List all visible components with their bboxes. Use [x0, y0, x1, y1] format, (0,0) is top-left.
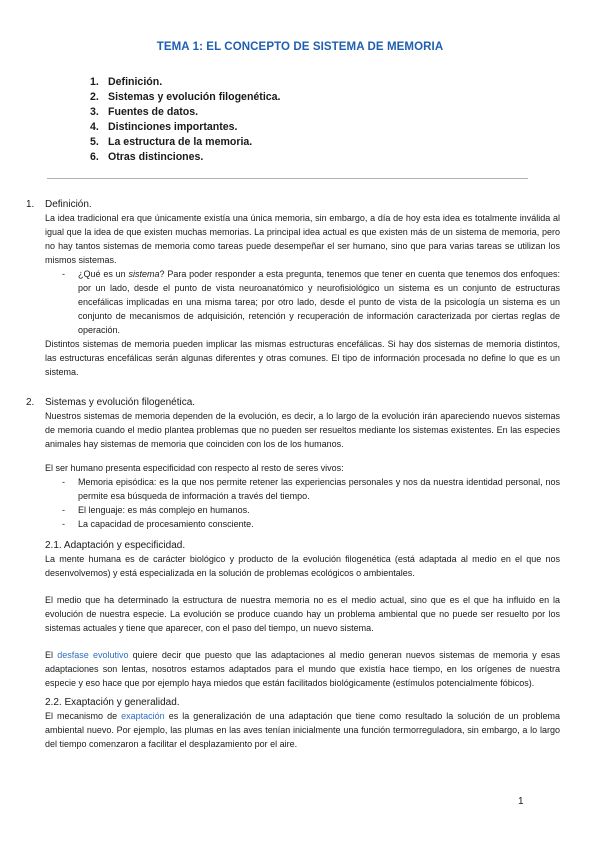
toc-item: 1. Definición. — [90, 76, 163, 88]
horizontal-divider — [47, 178, 528, 179]
paragraph: Nuestros sistemas de memoria dependen de la evolución, es decir, a lo largo de la evolución irán apareciendo nuevos sistemas de memoria cuando el medio plantea problemas que no pueden ser resueltos mediante los sistemas existentes. En las especies animales hay sistemas de memoria que coinciden con los de los humanos. — [45, 411, 560, 449]
term-highlight: desfase evolutivo — [57, 650, 129, 660]
list-item: - El lenguaje: es más complejo en humanos. — [62, 505, 250, 515]
toc-item: 4. Distinciones importantes. — [90, 121, 238, 133]
paragraph: Distintos sistemas de memoria pueden implicar las mismas estructuras encefálicas. Si hay dos sistemas de memoria distintos, las estructuras encefálicas serán algunas diferentes y otras comunes. El tipo de información procesada no define lo que es un sistema. — [45, 339, 560, 377]
paragraph: La idea tradicional era que únicamente existía una única memoria, sin embargo, a día de hoy esta idea es totalmente inválida al igual que la idea de que existen muchas memorias. La principal idea actual es que existen más de un sistema de memoria, pero no hay tantos sistemas de memoria como tareas puede desempeñar el ser humano, sino que para varias tareas se utilizan los mismos sistemas. — [45, 213, 560, 265]
paragraph: El desfase evolutivo quiere decir que puesto que las adaptaciones al medio generan nuevos sistemas de memoria y esas adaptaciones son lentas, nosotros estamos adaptados para el mundo que existía hace tiempo, en los orígenes de nuestra especie y eso hace que por ejemplo haya miedos que están facilitados biológicamente (estímulos potencialmente fóbicos). — [45, 650, 560, 688]
term-highlight: exaptación — [121, 711, 165, 721]
document-body — [26, 198, 560, 751]
section-heading-1: 1. Definición. — [26, 199, 92, 210]
bullet-list — [45, 267, 560, 337]
list-item: - ¿Qué es un sistema? Para poder responder a esta pregunta, tenemos que tener en cuenta que tenemos dos enfoques: por un lado, desde el punto de vista neuroanatómico y neurofisiológico un sistema es un conjunto de estructuras encefálicas implicadas en una misma tarea; por otro lado, desde el punto de vista de la psicología un sistema es un conjunto de mecanismos de adquisición, retención y recuperación de información caracterizada por ciertas reglas de operación. — [62, 269, 561, 335]
subsection-heading: 2.1. Adaptación y especificidad. — [45, 540, 186, 551]
section-heading-2: 2. Sistemas y evolución filogenética. — [26, 397, 196, 408]
paragraph: La mente humana es de carácter biológico y producto de la evolución filogenética (está adaptada al medio en el que nos desenvolvemos) y está especializada en la solución de problemas ecológicos o ambientales. — [45, 554, 560, 578]
paragraph: El medio que ha determinado la estructura de nuestra memoria no es el medio actual, sino que es el que ha influido en la evolución de nuestra especie. La evolución se produce cuando hay un problema ambiental que no puede ser resuelto por los sistemas actuales y tiene que aparecer, con el paso del tiempo, un nuevo sistema. — [45, 595, 560, 633]
list-item: - La capacidad de procesamiento consciente. — [62, 519, 254, 529]
document-title: TEMA 1: EL CONCEPTO DE SISTEMA DE MEMORIA — [156, 41, 444, 53]
list-item: - Memoria episódica: es la que nos permite retener las experiencias personales y nos da nuestra identidad personal, nos permite esa búsqueda de información a través del tiempo. — [62, 477, 560, 501]
page-number: 1 — [518, 796, 524, 807]
toc-item: 2. Sistemas y evolución filogenética. — [90, 91, 281, 103]
toc-item: 6. Otras distinciones. — [90, 151, 204, 163]
toc-item: 5. La estructura de la memoria. — [90, 136, 253, 148]
toc-item: 3. Fuentes de datos. — [90, 106, 199, 118]
paragraph: El ser humano presenta especificidad con respecto al resto de seres vivos: — [45, 463, 344, 473]
bullet-list — [45, 475, 560, 531]
table-of-contents — [90, 75, 281, 165]
subsection-heading: 2.2. Exaptación y generalidad. — [45, 697, 180, 708]
paragraph: El mecanismo de exaptación es la generalización de una adaptación que tiene como resultado la solución de un problema ambiental nuevo. Por ejemplo, las plumas en las aves tenían inicialmente una función termorreguladora, sin embargo, a lo largo del tiempo comenzaron a facilitar el desplazamiento por el aire. — [45, 711, 560, 749]
